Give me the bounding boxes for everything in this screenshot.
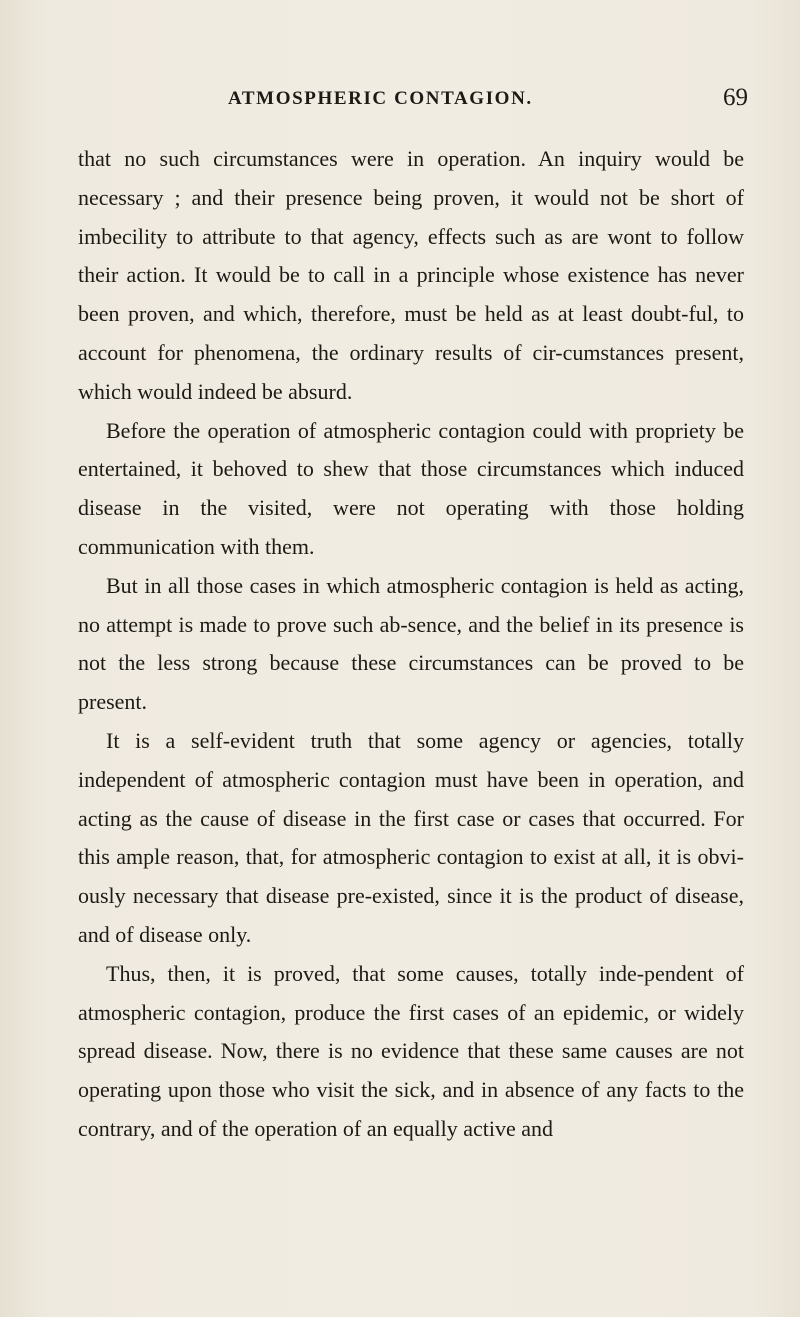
page-number: 69	[723, 84, 748, 111]
running-title: ATMOSPHERIC CONTAGION.	[228, 88, 533, 109]
body-text	[78, 140, 744, 1149]
paragraph: It is a self-evident truth that some agency or agencies, totally independent of atmospheric contagion must have been in operation, and acting as the cause of disease in the first case or cases that occurred. For this ample reason, that, for atmospheric contagion to exist at all, it is obvi-ously necessary that disease pre-existed, since it is the product of disease, and of disease only.	[78, 727, 744, 947]
running-head	[78, 84, 750, 114]
paragraph: Before the operation of atmospheric contagion could with propriety be entertained, it behoved to shew that those circumstances which induced disease in the visited, were not operating with those holding communication with them.	[78, 417, 744, 559]
paragraph: that no such circumstances were in operation. An inquiry would be necessary ; and their presence being proven, it would not be short of imbecility to attribute to that agency, effects such as are wont to follow their action. It would be to call in a principle whose existence has never been proven, and which, therefore, must be held as at least doubt-ful, to account for phenomena, the ordinary results of cir-cumstances present, which would indeed be absurd.	[78, 146, 744, 404]
paragraph: But in all those cases in which atmospheric contagion is held as acting, no attempt is made to prove such ab-sence, and the belief in its presence is not the less strong because these circumstances can be proved to be present.	[78, 572, 744, 715]
paragraph: Thus, then, it is proved, that some causes, totally inde-pendent of atmospheric contagion, produce the first cases of an epidemic, or widely spread disease. Now, there is no evidence that these same causes are not operating upon those who visit the sick, and in absence of any facts to the contrary, and of the operation of an equally active and	[78, 960, 744, 1141]
